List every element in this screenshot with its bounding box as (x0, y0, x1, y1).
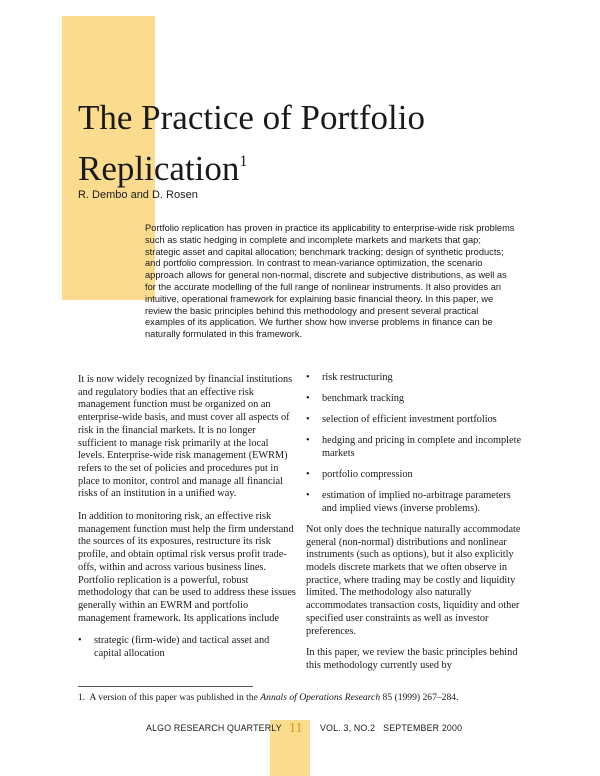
title-footnote-mark: 1 (239, 153, 248, 170)
applications-list-right (306, 372, 526, 516)
footnote (78, 692, 458, 703)
list-item: • strategic (firm-wide) and tactical asset and capital allocation (78, 635, 296, 660)
list-item: • benchmark tracking (306, 393, 526, 406)
footnote-text-after: 85 (1999) 267–284. (382, 692, 459, 703)
body-paragraph: In addition to monitoring risk, an effective risk management function must help the firm understand the sources of its exposures, restructure its risk profile, and obtain optimal risk versus profit trade-offs, within and across various business lines. Portfolio replication is a powerful, robust methodology that can be used to address these issues generally within an EWRM and portfolio management framework. Its applications include (78, 511, 296, 624)
body-paragraph: In this paper, we review the basic principles behind this methodology currently used by (306, 647, 518, 671)
authors: R. Dembo and D. Rosen (78, 189, 198, 201)
list-item: • selection of efficient investment portfolios (306, 414, 526, 427)
applications-list-left (78, 635, 296, 660)
list-item: • risk restructuring (306, 372, 526, 385)
footnote-text-before: A version of this paper was published in the (89, 692, 258, 703)
page-number: 11 (289, 721, 303, 736)
footer-issue: VOL. 3, NO.2 SEPTEMBER 2000 (320, 723, 463, 733)
footnote-number: 1. (78, 692, 86, 703)
footer-journal-name: ALGO RESEARCH QUARTERLY (146, 723, 282, 733)
list-item: • hedging and pricing in complete and incomplete markets (306, 435, 526, 460)
article-title-text: The Practice of Portfolio Replication (78, 98, 425, 188)
body-paragraph: Not only does the technique naturally accommodate general (non-normal) distributions and nonlinear instruments (such as options), but it also explicitly models discrete markets that we often observe in practice, where trading may be costly and liquidity limited. The methodology also naturally accommodates transaction costs, liquidity and other specified user constraints as well as investor preferences. (306, 523, 521, 637)
body-column-left (78, 374, 296, 670)
article-title (78, 96, 498, 191)
list-item: • estimation of implied no-arbitrage parameters and implied views (inverse problems). (306, 490, 526, 515)
footnote-journal: Annals of Operations Research (260, 692, 381, 703)
footnote-divider (78, 686, 253, 687)
body-column-right (306, 372, 526, 682)
abstract: Portfolio replication has proven in practice its applicability to enterprise-wide risk problems such as static hedging in complete and incomplete markets and markets that gap; strategic asset and capital allocation; benchmark tracking; design of synthetic products; and portfolio compression. In contrast to mean-variance optimization, the scenario approach allows for general non-normal, discrete and subjective distributions, as well as for the accurate modelling of the full range of nonlinear instruments. It also provides an intuitive, operational framework for explaining basic financial theory. In this paper, we review the basic principles behind this methodology and present several practical examples of its application. We further show how inverse problems in finance can be naturally formulated in this framework. (145, 223, 515, 340)
list-item: • portfolio compression (306, 469, 526, 482)
body-paragraph: It is now widely recognized by financial institutions and regulatory bodies that an effective risk management function must be organized on an enterprise-wide basis, and must cover all aspects of risk in the financial markets. It is no longer sufficient to manage risk primarily at the local levels. Enterprise-wide risk management (EWRM) refers to the set of policies and procedures put in place to monitor, control and manage all financial risks of an institution in a unified way. (78, 374, 293, 500)
